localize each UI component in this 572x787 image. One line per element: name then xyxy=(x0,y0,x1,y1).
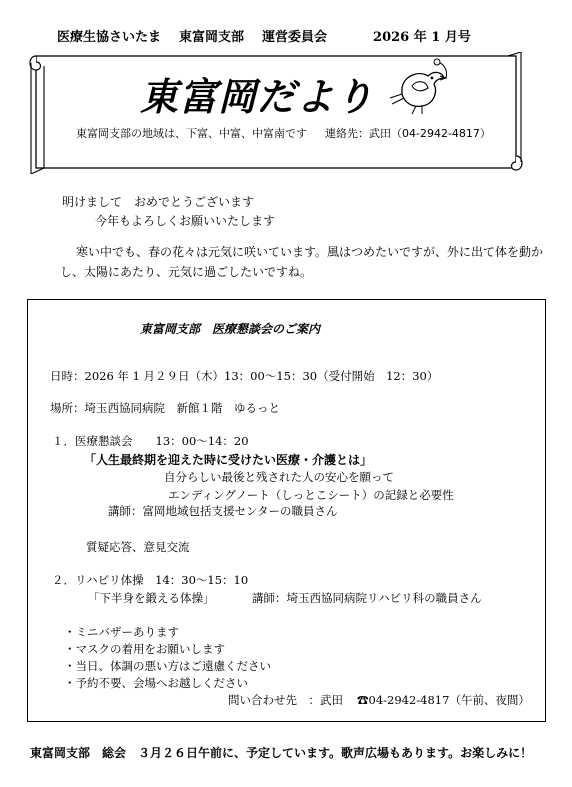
greeting-line-1: 明けまして おめでとうございます xyxy=(62,195,255,209)
bullet-item: ・予約不要、会場へお越しください xyxy=(64,676,248,690)
inquiry-label: 問い合わせ先 ：武田 xyxy=(228,693,343,707)
region-scope: 東富岡支部の地域は、下富、中富、中富南です xyxy=(76,127,307,140)
item1-heading: １．医療懇談会 13：00～14：20 xyxy=(52,434,249,448)
notice-title: 東富岡支部 医療懇談会のご案内 xyxy=(140,322,321,336)
contact-info: 連絡先：武田（04-2942-4817） xyxy=(325,127,491,140)
bullet-item: ・ミニバザーあります xyxy=(64,625,179,639)
bird-with-flower-icon xyxy=(382,58,452,118)
item1-theme: 「人生最終期を迎えた時に受けたい医療・介護とは」 xyxy=(84,453,373,467)
item2-heading: ２．リハビリ体操 14：30～15：10 xyxy=(52,573,249,587)
header-committee: 運営委員会 xyxy=(262,30,328,45)
inquiry-line xyxy=(228,692,530,708)
notice-datetime: 日時：2026 年 1 月２９日（木）13：00～15：30（受付開始 12：30） xyxy=(50,369,439,383)
bullet-item: ・マスクの着用をお願いします xyxy=(64,642,225,656)
item1-qa: 質疑応答、意見交流 xyxy=(86,540,190,554)
greeting-line-2: 今年もよろしくお願いいたします xyxy=(95,214,276,228)
newsletter-title: 東富岡だより xyxy=(140,75,375,119)
header-line xyxy=(57,26,471,45)
header-issue: 2026 年 1 月号 xyxy=(373,30,471,45)
greeting-paragraph-line-1: 寒い中でも、春の花々は元気に咲いています。風はつめたいですが、外に出て体を動か xyxy=(76,245,544,259)
item2-theme: 「下半身を鍛える体操」 xyxy=(88,591,215,605)
inquiry-phone: 04-2942-4817（午前、夜間） xyxy=(368,693,530,707)
greeting-paragraph-line-2: し、太陽にあたり、元気に過ごしたいですね。 xyxy=(60,265,313,279)
header-branch: 東富岡支部 xyxy=(179,30,245,45)
telephone-icon: ☎ xyxy=(357,693,369,707)
footer-announcement: 東富岡支部 総会 ３月２６日午前に、予定しています。歌声広場もあります。お楽しみに！ xyxy=(30,746,533,760)
item2-lecturer: 講師：埼玉西協同病院リハビリ科の職員さん xyxy=(252,591,482,605)
item1-description-2: エンディングノート（しっとこシート）の記録と必要性 xyxy=(168,488,454,502)
item1-description-1: 自分らしい最後と残された人の安心を願って xyxy=(164,470,394,484)
notice-place: 場所：埼玉西協同病院 新館１階 ゆるっと xyxy=(50,401,280,415)
item1-lecturer: 講師：富岡地域包括支援センターの職員さん xyxy=(108,504,338,518)
region-contact-line xyxy=(76,125,491,141)
header-org: 医療生協さいたま xyxy=(57,30,162,45)
bullet-item: ・当日、体調の悪い方はご遠慮ください xyxy=(64,659,271,673)
